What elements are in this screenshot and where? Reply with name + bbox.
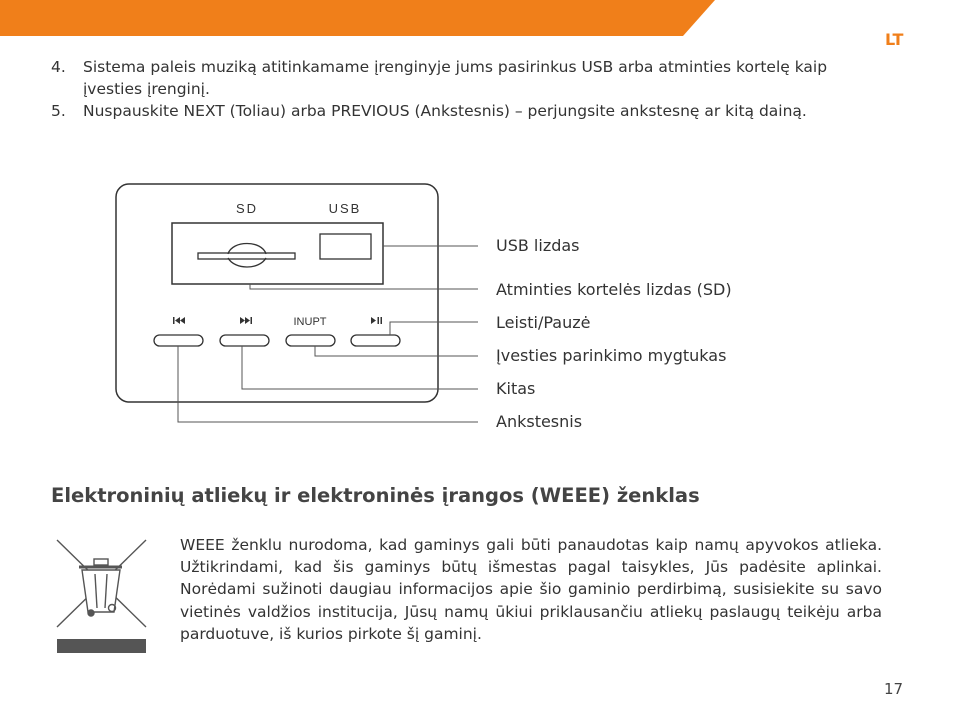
callout-sd-slot: Atminties kortelės lizdas (SD) [496, 280, 732, 299]
callout-previous: Ankstesnis [496, 412, 583, 431]
section-heading: Elektroninių atliekų ir elektroninės įrangos (WEEE) ženklas [51, 484, 700, 507]
input-label: INUPT [293, 316, 327, 328]
language-code: LT [885, 30, 904, 49]
callout-input-button: Įvesties parinkimo mygtukas [496, 346, 727, 365]
callout-play-pause: Leisti/Pauzė [496, 313, 591, 332]
step-number: 4. [51, 58, 66, 76]
usb-label: USB [328, 201, 362, 216]
step-number: 5. [51, 102, 66, 120]
weee-paragraph: WEEE ženklu nurodoma, kad gaminys gali būti panaudotas kaip namų apyvokos atlieka. Užtikrindami, kad šis gaminys būtų išmestas pagal taisykles, Jūs padėsite aplinkai. Norėdami sužinoti daugiau informacijos apie šio gaminio perdirbimą, susisiekite su savo vietinės valdžios institucija, Jūsų namų ūkiui priklausančiu atliekų paslaugų teikėju arba parduotuve, iš kurios pirkote šį gaminį. [180, 536, 882, 643]
page-number: 17 [884, 680, 904, 698]
callout-next: Kitas [496, 379, 536, 398]
weee-bar [57, 639, 146, 653]
step-text: Nuspauskite NEXT (Toliau) arba PREVIOUS (Ankstesnis) – perjungsite ankstesnę ar kitą dainą. [83, 102, 807, 120]
step-text: Sistema paleis muziką atitinkamame įrenginyje jums pasirinkus USB arba atminties kortelę kaip įvesties įrenginį. [83, 58, 828, 98]
callout-usb-port: USB lizdas [496, 236, 580, 255]
sd-label: SD [235, 201, 259, 216]
